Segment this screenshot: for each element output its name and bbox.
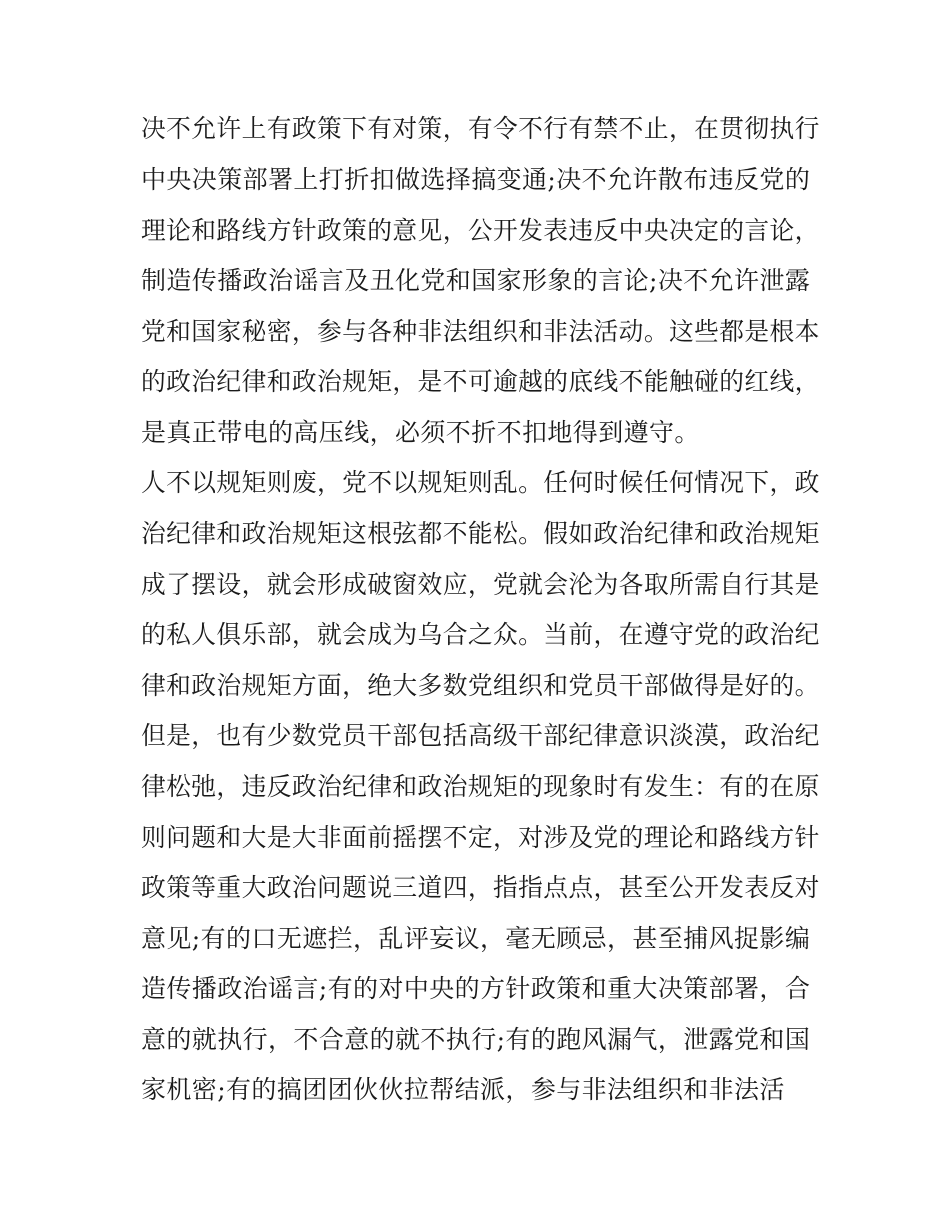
text-line: 的政治纪律和政治规矩，是不可逾越的底线不能触碰的红线， [141, 367, 820, 396]
text-line: 决不允许上有政策下有对策，有令不行有禁不止，在贯彻执行 [141, 114, 820, 143]
text-line: 制造传播政治谣言及丑化党和国家形象的言论;决不允许泄露 [141, 266, 811, 295]
text-line: 人不以规矩则废，党不以规矩则乱。任何时候任何情况下，政 [141, 468, 820, 497]
text-line: 的私人俱乐部，就会成为乌合之众。当前，在遵守党的政治纪 [141, 620, 820, 649]
text-line: 政策等重大政治问题说三道四，指指点点，甚至公开发表反对 [141, 873, 820, 902]
text-line: 成了摆设，就会形成破窗效应，党就会沦为各取所需自行其是 [141, 570, 820, 599]
text-line: 党和国家秘密，参与各种非法组织和非法活动。这些都是根本 [141, 317, 820, 346]
text-line: 意见;有的口无遮拦，乱评妄议，毫无顾忌，甚至捕风捉影编 [141, 924, 811, 953]
text-line: 是真正带电的高压线，必须不折不扣地得到遵守。 [141, 418, 700, 447]
text-line: 家机密;有的搞团团伙伙拉帮结派，参与非法组织和非法活 [141, 1075, 785, 1104]
text-line: 造传播政治谣言;有的对中央的方针政策和重大决策部署，合 [141, 974, 811, 1003]
text-line: 中央决策部署上打折扣做选择搞变通;决不允许散布违反党的 [141, 165, 811, 194]
text-line: 理论和路线方针政策的意见，公开发表违反中央决定的言论， [141, 216, 820, 245]
text-line: 则问题和大是大非面前摇摆不定，对涉及党的理论和路线方针 [141, 823, 820, 852]
text-line: 律松弛，违反政治纪律和政治规矩的现象时有发生：有的在原 [141, 772, 820, 801]
text-line: 治纪律和政治规矩这根弦都不能松。假如政治纪律和政治规矩 [141, 519, 820, 548]
text-line: 意的就执行，不合意的就不执行;有的跑风漏气，泄露党和国 [141, 1025, 811, 1054]
text-line: 但是，也有少数党员干部包括高级干部纪律意识淡漠，政治纪 [141, 721, 820, 750]
text-line: 律和政治规矩方面，绝大多数党组织和党员干部做得是好的。 [141, 671, 820, 700]
